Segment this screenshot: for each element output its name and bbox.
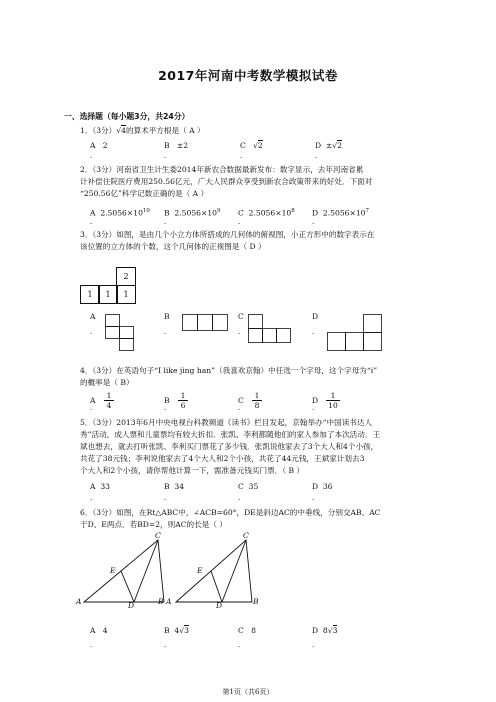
q4-a-num: 1 — [106, 391, 112, 400]
q6-fig2-label-d: D — [216, 601, 223, 610]
q3-grid-cell-3: 1 — [116, 285, 136, 304]
q1-sqrt-symbol: √ — [116, 126, 122, 135]
q2-option-a: A $2.5056\times 10^{10}$ — [90, 208, 150, 218]
q4-option-a-fraction — [104, 391, 114, 410]
q6-option-c: C 8 — [238, 626, 256, 635]
q2-option-d-value: 2.5056×10 — [322, 208, 366, 218]
q6-fig1-label-b: B — [158, 597, 164, 606]
q4-option-c-fraction — [252, 391, 262, 410]
q6-option-b-radicand: 3 — [184, 626, 189, 635]
q2-option-c-value: 2.5056×10 — [248, 208, 292, 218]
q4-a-den: 4 — [104, 400, 114, 410]
q6-fig1-label-c: C — [155, 531, 161, 540]
q4-d-num: 1 — [330, 391, 336, 400]
q3-label-a: A — [90, 312, 96, 321]
q2-option-c: C $2.5056\times 10^8$ — [238, 208, 295, 218]
q2-option-a-exp: 10 — [142, 208, 150, 214]
q5-line-5: 个大人和2个小孩，请你帮他计算一下，需准备元钱买门票．（ B ） — [80, 466, 305, 475]
q4-b-den: 6 — [178, 400, 188, 410]
q6-option-a: A 4 — [90, 626, 108, 635]
q6-fig2-label-b: B — [253, 597, 259, 606]
q5-line-4: 共花了38元钱；李利说他家去了4个大人和2个小孩，共花了44元钱，王斌家计划去3 — [80, 454, 365, 463]
q1-option-d-prefix: ± — [325, 141, 333, 150]
q1-stem-suffix: 的算术平方根是（ A ） — [125, 126, 205, 135]
q5-option-d: D 36 — [312, 482, 333, 491]
q3-label-c: C — [238, 312, 244, 321]
q5-line-3: 斌也想去，就去打听张凯、李利买门票花了多少钱．张凯说他家去了3个大人和4个小孩， — [80, 442, 379, 451]
q3-grid-cell-top: 2 — [116, 267, 136, 286]
q3-option-b-figure — [182, 314, 232, 334]
q3-grid-cell-1: 1 — [80, 285, 100, 304]
q2-option-b: B $2.5056\times 10^9$ — [164, 208, 221, 218]
q4-option-d-fraction — [326, 391, 340, 410]
q5-option-b-value: 34 — [174, 482, 185, 491]
q4-line-2: 的概率是（ B） — [80, 378, 134, 387]
q2-option-a-value: 2.5056×10 — [100, 208, 143, 218]
q1-option-d-value: 2 — [337, 141, 342, 150]
q1-stem-prefix: 1．（3分） — [80, 126, 117, 135]
q6-fig2-label-e: E — [197, 566, 203, 575]
q3-option-c-figure — [248, 314, 298, 354]
q2-line-1: 2．（3分）河南省卫生计生委2014年新农合数据最新发布：数字显示，去年河南省累 — [80, 165, 364, 174]
q5-option-c: C 35 — [238, 482, 259, 491]
q3-option-a-figure — [105, 314, 145, 354]
q6-fig2-label-c: C — [243, 531, 249, 540]
q4-option-c-letter: C — [238, 396, 244, 405]
q5-line-2: 秀”活动，成人票和儿童票均有较大折扣．张凯、李利都随他们的家人参加了本次活动．王 — [80, 430, 381, 439]
page-title: 2017年河南中考数学模拟试卷 — [158, 68, 338, 83]
q3-line-2: 该位置的立方体的个数，这个几何体的正视图是（ D ） — [80, 242, 266, 251]
q5-option-c-value: 35 — [248, 482, 259, 491]
q1-option-b-value: ±2 — [176, 141, 189, 150]
q5-option-a-value: 33 — [100, 482, 110, 491]
q4-b-num: 1 — [180, 391, 186, 400]
q4-option-a-letter: A — [90, 396, 96, 405]
q6-line-1: 6．（3分）如图，在Rt△ABC中，∠ACB=60°，DE是斜边AC的中垂线，分别交AB、AC — [80, 508, 381, 517]
q6-option-d: D 8√3 — [312, 626, 338, 635]
q4-c-den: 8 — [252, 400, 262, 410]
q1-stem — [80, 126, 205, 136]
q3-grid-cell-2: 1 — [98, 285, 118, 304]
q5-option-d-value: 36 — [322, 482, 333, 491]
q6-option-b: B 4√3 — [164, 626, 189, 635]
q4-line-1: 4．（3分）在英语句子“I like jing han”（我喜欢京翰）中任选一个字母，这个字母为“i” — [80, 366, 378, 375]
q3-label-d: D — [312, 312, 319, 321]
q3-top-view-grid — [80, 267, 140, 305]
q1-option-d: D ±√2 — [315, 141, 342, 150]
q6-option-b-value: 4 — [174, 626, 180, 635]
q6-line-2: 于D、E两点．若BD=2，则AC的长是（ ） — [80, 520, 227, 529]
q5-line-1: 5．（3分）2013年6月中央电视台科教频道《读书》栏目发起，京翰举办“中国读书达人 — [80, 418, 373, 427]
q2-option-d: D $2.5056\times 10^7$ — [312, 208, 370, 218]
q3-line-1: 3．（3分）如图，是由几个小立方体所搭成的几何体的俯视图，小正方形中的数字表示在 — [80, 230, 375, 239]
q6-option-d-radicand: 3 — [332, 626, 338, 635]
q4-option-b-fraction — [178, 391, 188, 410]
q6-fig2-label-a: A — [166, 597, 172, 606]
q1-option-a: A 2 — [90, 141, 108, 150]
q6-option-c-value: 8 — [251, 626, 256, 635]
q2-option-b-exp: 9 — [217, 208, 221, 214]
q1-option-c: C √2 — [240, 141, 263, 150]
q3-option-d-figure — [325, 314, 385, 356]
page-footer: 第1页（共6页） — [222, 688, 274, 696]
q5-option-b: B 34 — [164, 482, 185, 491]
q3-label-b: B — [164, 312, 170, 321]
q1-option-a-value: 2 — [102, 141, 108, 150]
q1-radicand: 4 — [121, 126, 126, 135]
q4-option-d-letter: D — [312, 396, 319, 405]
q6-fig1-label-d: D — [128, 601, 135, 610]
q1-option-c-value: 2 — [257, 141, 263, 150]
q2-line-3: “250.56亿”科学记数正确的是（ A ） — [80, 189, 209, 198]
q6-option-d-value: 8 — [322, 626, 328, 635]
q1-option-b: B ±2 — [164, 141, 189, 150]
section-heading: 一、选择题（每小题3分，共24分） — [64, 112, 190, 121]
q2-option-c-exp: 8 — [291, 208, 295, 214]
exam-page: 2017年河南中考数学模拟试卷 一、选择题（每小题3分，共24分） 1．（3分）√4的算术平方根是（ A ） A 2 B ±2 C √2 D ±√2 . . . . 2．（3分）河南省卫生计生委2014年新农合数据最新发布：数字显示，去年河南省累 计补偿住院医疗费用250.56亿元，广大人民群众享受到新农合政策带来的好处．下面对 “250.56亿”科学记数正确的是（ A ） A $2.5056\times 10^{10}$ B $2.5056\times 10^9$ C $2.5056\times 10^8$ D $2.5056\times 10^7$ . . . . 3．（3分）如图，是由几个小立方体所搭成的几何体的俯视图，小正方形中的数字表示在 该位置的立方体的个数，这个几何体的正视图是（ D ） 2 1 1 1 A B C D . . . . 4．（3分）在英语句子“I like jing han”（我喜欢京翰）中任选一个字母，这个字母为“i” 的概率是（ B） A $\frac{1}{4}$ B $\frac{1}{6}$ C $\frac{1}{8}$ D $\frac{1}{10}$ . . . . 5．（3分）2013年6月中央电视台科教频道《读书》栏目发起，京翰举办“中国读书达人 秀”活动，成人票和儿童票均有较大折扣．张凯、李利都随他们的家人参加了本次活动．王 斌也想去，就去打听张凯、李利买门票花了多少钱．张凯说他家去了3个大人和4个小孩， 共花了38元钱；李利说他家去了4个大人和2个小孩，共花了44元钱，王斌家计划去3 个大人和2个小孩，请你帮他计算一下，需准备元钱买门票．（ B ） A 33 B 34 C 35 D 36 . . . . 6．（3分）如图，在Rt△ABC中，∠ACB=60°，DE是斜边AC的中垂线，分别交AB、AC 于D、E两点．若BD=2，则AC的长是（ ） C E A D B C E A D B A 4 B 4√3 C 8 D 8√3 . . . . 第1页（共6页） — [0, 0, 496, 702]
q4-c-num: 1 — [254, 391, 260, 400]
q4-d-den: 10 — [326, 400, 340, 410]
q2-option-d-exp: 7 — [365, 208, 370, 214]
q5-option-a: A 33 — [90, 482, 110, 491]
q2-option-b-value: 2.5056×10 — [174, 208, 218, 218]
q6-fig1-label-a: A — [76, 597, 82, 606]
q4-option-b-letter: B — [164, 396, 170, 405]
q6-fig1-label-e: E — [110, 566, 116, 575]
q2-line-2: 计补偿住院医疗费用250.56亿元，广大人民群众享受到新农合政策带来的好处．下面对 — [80, 177, 373, 186]
q6-option-a-value: 4 — [102, 626, 108, 635]
